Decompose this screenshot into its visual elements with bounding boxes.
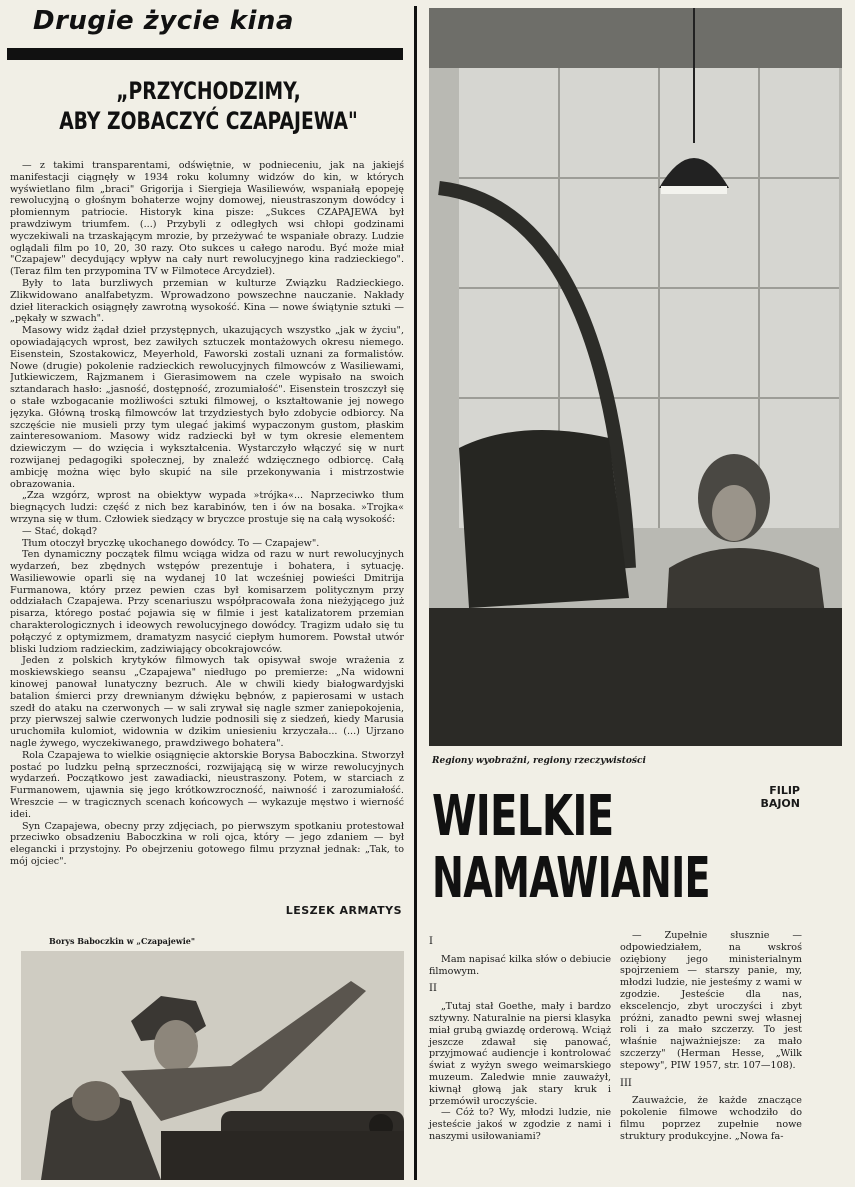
film-still-illustration: [21, 951, 404, 1180]
body-paragraph: Były to lata burzliwych przemian w kulturze Związku Radzieckiego. Zlikwidowano analfabetyzm. Wprowadzono powszechne nauczanie. Nakłady dzieł literackich osiągnęły zawrotną wysokość. Kina — nowe świątynie sztuki — „pękały w szwach".: [10, 277, 404, 325]
photo-caption: Borys Baboczkin w „Czapajewie": [49, 936, 196, 946]
body-paragraph: Tłum otoczył bryczkę ukochanego dowódcy. To — Czapajew".: [22, 537, 320, 549]
body-paragraph: Syn Czapajewa, obecny przy zdjęciach, po pierwszym spotkaniu protestował przeciwko obsadzeniu Baboczkina w roli ojca, który — jego zdaniem — był elegancki i przystojny. Po obejrzeniu gotowego filmu przyznał jednak: „Tak, to mój ojciec".: [10, 820, 404, 868]
body-paragraph: Jeden z polskich krytyków filmowych tak opisywał swoje wrażenia z moskiewskiego seansu „Czapajewa" niedługo po premierze: „Na widowni kinowej panował lunatyczny bezruch. Ale w chwili kiedy białogwardyjski batalion śmierci przy drewnianym dźwięku bębnów, z papierosami w ustach szedł do ataku na czerwonych — w sali zrywał się nagle szmer zaniepokojenia, przy pierwszej salwie czerwonych ludzie podnosili się z siedzeń, kiedy Marusia uruchomiła kulomiot, widownia w dzikim uniesieniu krzyczała... (...) Ujrzano nagle żywego, wyczekiwanego, prawdziwego bohatera".: [10, 655, 404, 750]
header-rule: [7, 48, 403, 60]
section-number: III: [620, 1077, 632, 1089]
body-paragraph: Ten dynamiczny początek filmu wciąga widza od razu w nurt rewolucyjnych wydarzeń, bez zbędnych wstępów prezentuje i bohatera, i sytuację. Wasiliewowie oparli się na wydanej 10 lat wcześniej powieści Dmitrija Furmanowa, który przez pewien czas był komisarzem politycznym przy oddziałach Czapajewa. Przy scenariuszu współpracowała żona nieżyjącego już pisarza, którego postać pojawia się w filmie i jest katalizatorem przemian charakterologicznych i ideowych rewolucyjnego dowódcy. Tragizm udało się tu połączyć z optymizmem, dramatyzm nasycić ciepłym humorem. Powstał utwór bliski ludziom radzieckim, zadziwiający obcokrajowców.: [10, 549, 404, 655]
section-number: I: [429, 936, 433, 947]
article-headline: [51, 76, 365, 136]
body-paragraph: „Tutaj stał Goethe, mały i bardzo sztywny. Naturalnie na piersi klasyka miał grubą gwiazdę orderową. Wciąż jeszcze zdawał się panować, przyjmować audiencje i kontrolować świat z wyżyn swego weimarskiego muzeum. Zaledwie mnie zauważył, kiwnął głową jak stary kruk i przemówił uroczyście.: [429, 1001, 611, 1107]
headline-line-2: ABY ZOBACZYĆ CZAPAJEWA": [59, 107, 358, 135]
section-header: Drugie życie kina: [33, 6, 294, 36]
title-line-2: NAMAWIANIE: [432, 846, 710, 911]
right-author: [752, 784, 800, 810]
body-paragraph: — Zupełnie słusznie — odpowiedziałem, na wskroś oziębiony jego ministerialnym spojrzeniem — starszy panie, my, młodzi ludzie, nie jesteśmy z wami w zgodzie. Jesteście dla nas, ekscelencjo, zbyt uroczyści i zbyt próżni, zanadto pewni swej własnej roli i za mało szczerzy. To jest właśnie najważniejsze: za mało szczerzy" (Herman Hesse, „Wilk stepowy", PIW 1957, str. 107—108).: [620, 930, 802, 1071]
article-body: [10, 160, 404, 880]
title-line-1: WIELKIE: [432, 784, 614, 849]
body-paragraph: — Stać, dokąd?: [22, 525, 97, 537]
section-number: II: [429, 983, 437, 995]
body-paragraph: Rola Czapajewa to wielkie osiągnięcie aktorskie Borysa Baboczkina. Stworzył postać po ludzku pełną sprzeczności, rozwijającą się w wirze rewolucyjnych wydarzeń. Początkowo jest zawadiacki, nieustraszony. Potem, w starciach z Furmanowem, ujawnia się jego krótkowzroczność, naiwność i zarozumiałość. Wreszcie — w tragicznych scenach końcowych — wykazuje męstwo i wierność idei.: [10, 749, 404, 820]
headline-line-1: „PRZYCHODZIMY,: [116, 77, 301, 105]
author-first-name: FILIP: [769, 784, 800, 797]
body-paragraph: — Cóż to? Wy, młodzi ludzie, nie jesteście jakoś w zgodzie z nami i naszymi usiłowaniami?: [429, 1107, 611, 1142]
column-divider: [414, 6, 417, 1180]
body-paragraph: Masowy widz żądał dzieł przystępnych, ukazujących wszystko „jak w życiu", opowiadających wprost, bez zawiłych sztuczek montażowych okresu niemego. Eisenstein, Szostakowicz, Meyerhold, Faworski zostali uznani za formalistów. Nowe (drugie) pokolenie radzieckich rewolucyjnych filmowców z Wasiliewami, Jutkiewiczem, Rajzmanem i Gierasimowem na czele wypisało na swoich sztandarach hasło: „jasność, dostępność, zrozumiałość". Eisenstein troszczył się o stałe wzbogacanie możliwości sztuki filmowej, o kształtowanie jej nowego języka. Główną troską filmowców lat trzydziestych było zdobycie odbiorcy. Na szczęście nie musieli przy tym ulegać jakimś wypaczonym gustom, płaskim zainteresowaniom. Masowy widz radziecki był w tym okresie elementem dziewiczym — do wzięcia i wykształcenia. Wystarczyło włączyć się w nurt rozwijanej pedagogiki społecznej, by znaleźć wdzięcznego odbiorcę. Całą ambicję można więc było skupić na sile przekonywania i mistrzostwie obrazowania.: [10, 325, 404, 490]
body-paragraph: — z takimi transparentami, odświętnie, w podnieceniu, jak na jakiejś manifestacji ciągnęły w 1934 roku kolumny widzów do kin, w których wyświetlano film „braci" Grigorija i Siergieja Wasiliewów, wspaniałą epopeję rewolucyjną o głośnym bohaterze wojny domowej, nieustraszonym dowódcy i płomiennym patriocie. Historyk kina pisze: „Sukces CZAPAJEWA był prawdziwym triumfem. (...) Przybyli z odległych wsi chłopi godzinami wyczekiwali na trzaskającym mrozie, by przeżywać te wspaniałe obrazy. Ludzie oglądali film po 10, 20, 30 razy. Oto sukces u całego narodu. Być może miał "Czapajew" decydujący wpływ na cały nurt rewolucyjnego kina radzieckiego". (Teraz film ten przypomina TV w Filmotece Arcydzieł).: [10, 160, 404, 278]
scene-caption: Regiony wyobraźni, regiony rzeczywistości: [432, 756, 646, 766]
body-paragraph: Zauważcie, że każde znaczące pokolenie filmowe wchodziło do filmu poprzez zupełnie nowe struktury produkcyjne. „Nowa fa-: [620, 1095, 802, 1142]
body-paragraph: Mam napisać kilka słów o debiucie filmowym.: [429, 953, 611, 977]
scene-illustration: [429, 8, 842, 746]
film-scene-photo: [429, 8, 842, 746]
author-last-name: BAJON: [760, 797, 800, 810]
right-column-2: [620, 930, 802, 1143]
film-still-photo: [21, 951, 404, 1180]
body-paragraph: „Zza wzgórz, wprost na obiektyw wypada »trójka«... Naprzeciwko tłum biegnących ludzi: część z nich bez karabinów, ten i ów na bosaka. »Trojka« wrzyna się w tłum. Człowiek siedzący w bryczce prostuje się na całą wysokość:: [10, 490, 404, 525]
article-author: LESZEK ARMATYS: [285, 904, 402, 917]
right-column-1: [429, 930, 611, 1143]
